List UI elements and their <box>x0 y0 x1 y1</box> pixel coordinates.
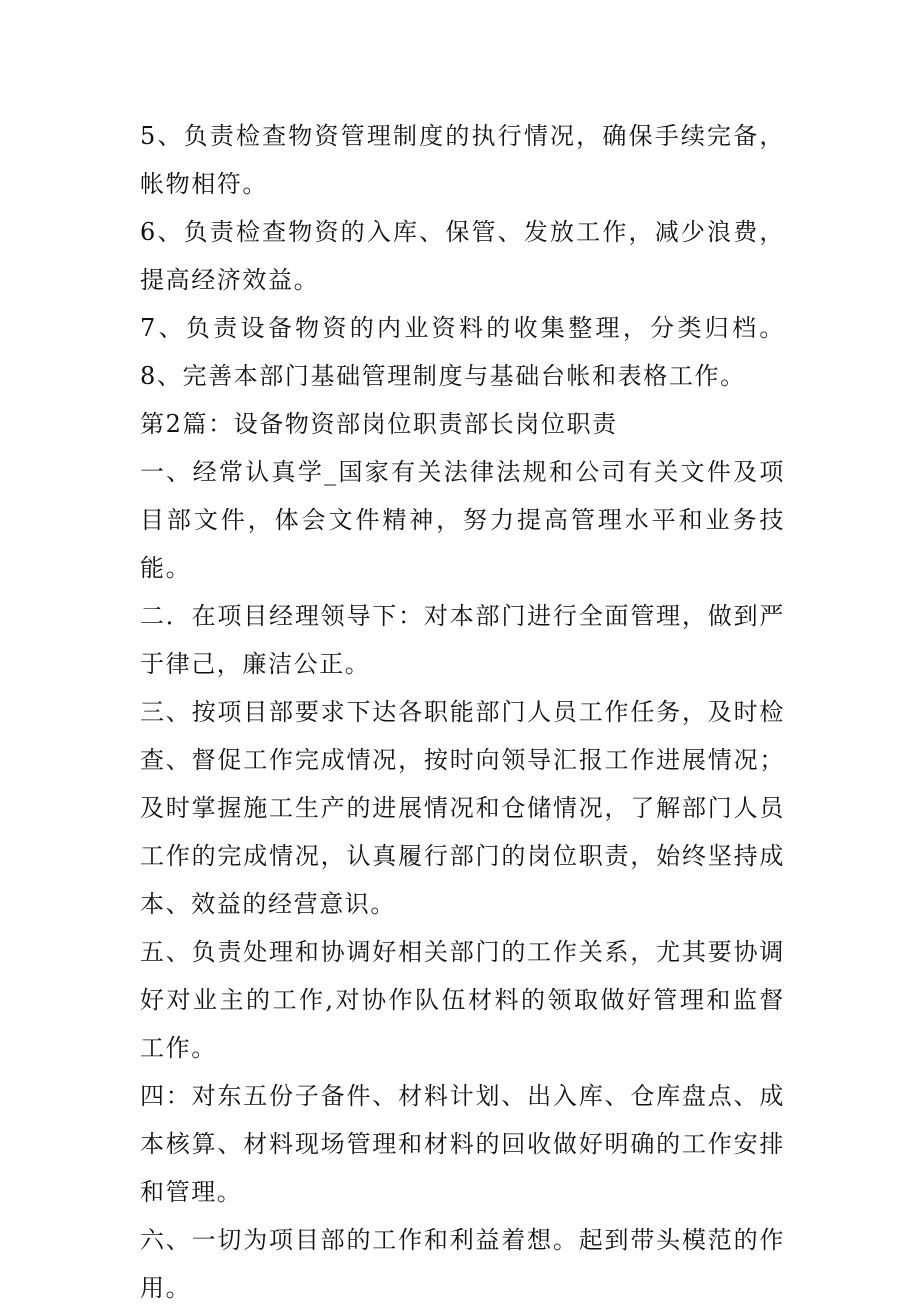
paragraph-item-four: 四：对东五份子备件、材料计划、出入库、仓库盘点、成本核算、材料现场管理和材料的回收做好明确的工作安排和管理。 <box>140 1082 785 1206</box>
document-body <box>140 112 785 1312</box>
paragraph-item-five: 五、负责处理和协调好相关部门的工作关系，尤其要协调好对业主的工作,对协作队伍材料的领取做好管理和监督工作。 <box>140 938 785 1062</box>
paragraph-item-6: 6、负责检查物资的入库、保管、发放工作，减少浪费，提高经济效益。 <box>140 218 785 294</box>
paragraph-item-5: 5、负责检查物资管理制度的执行情况，确保手续完备，帐物相符。 <box>140 122 785 198</box>
paragraph-item-7-8: 7、负责设备物资的内业资料的收集整理，分类归档。 8、完善本部门基础管理制度与基础台帐和表格工作。 <box>140 314 785 390</box>
paragraph-item-three: 三、按项目部要求下达各职能部门人员工作任务，及时检查、督促工作完成情况，按时向领导汇报工作进展情况；及时掌握施工生产的进展情况和仓储情况，了解部门人员工作的完成情况，认真履行部门的岗位职责，始终坚持成本、效益的经营意识。 <box>140 698 785 918</box>
paragraph-item-two: 二．在项目经理领导下：对本部门进行全面管理，做到严于律己，廉洁公正。 <box>140 602 785 678</box>
paragraph-item-one: 一、经常认真学_国家有关法律法规和公司有关文件及项目部文件，体会文件精神，努力提高管理水平和业务技能。 <box>140 458 785 582</box>
section-heading: 第2篇：设备物资部岗位职责部长岗位职责 <box>140 410 618 438</box>
paragraph-item-six: 六、一切为项目部的工作和利益着想。起到带头模范的作用。 <box>140 1226 785 1302</box>
